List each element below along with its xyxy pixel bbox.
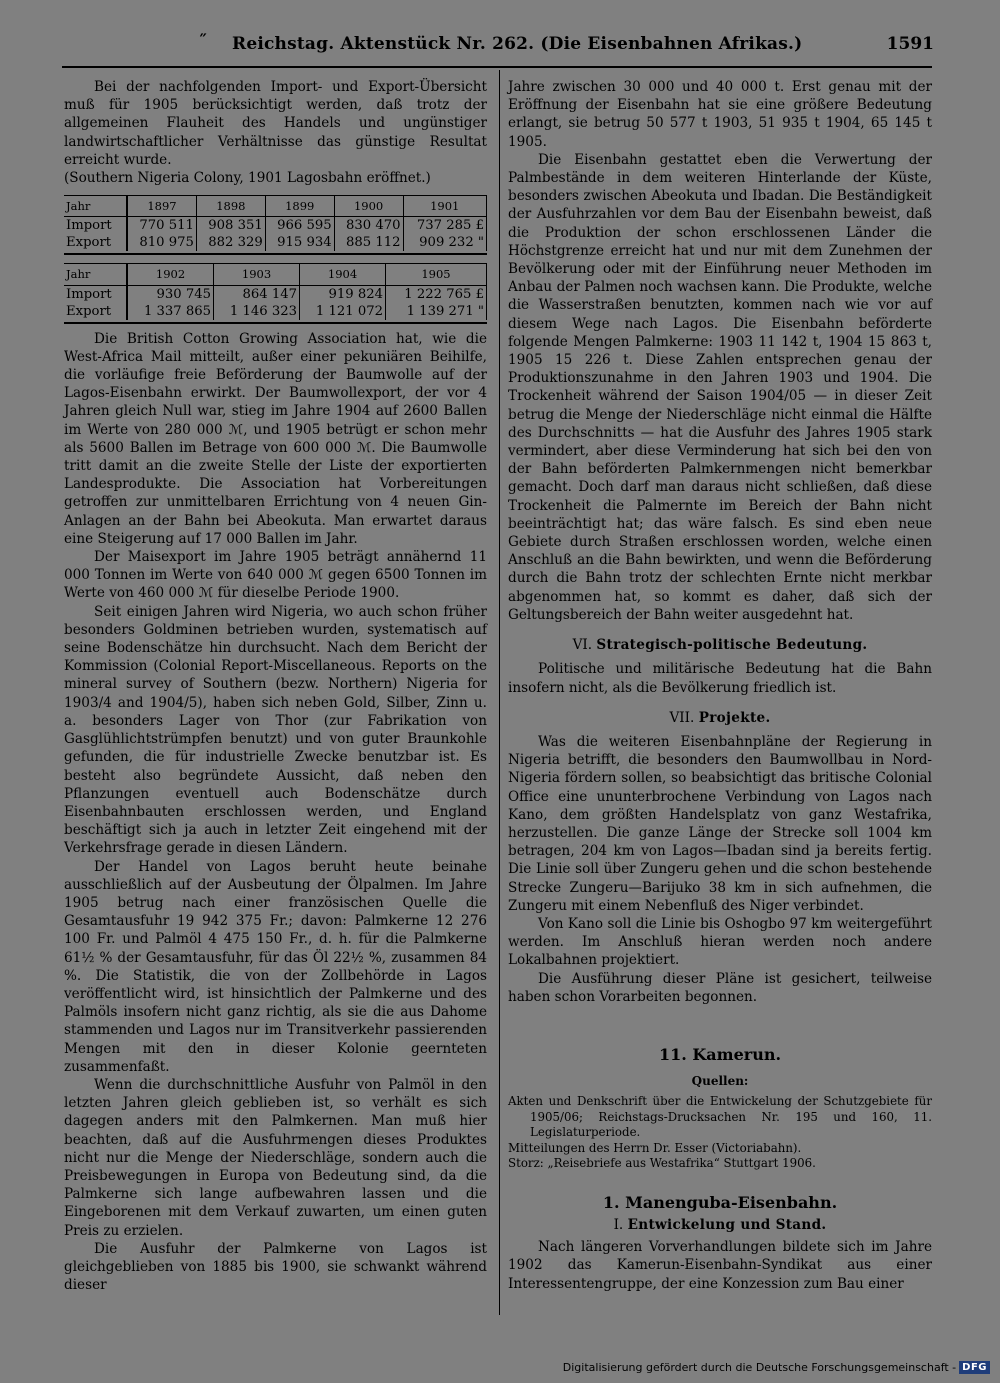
header-rule bbox=[62, 66, 932, 68]
paragraph-kano: Von Kano soll die Linie bis Oshogbo 97 km weitergeführt werden. Im Anschluß hieran werden noch andere Lokalbahnen projektiert. bbox=[508, 915, 932, 969]
column-divider bbox=[499, 70, 500, 1315]
table-cell: 770 511 bbox=[127, 217, 196, 235]
table-cell: 966 595 bbox=[265, 217, 334, 235]
paragraph-palm-kernels: Die Ausfuhr der Palmkerne von Lagos ist gleichgeblieben von 1885 bis 1900, sie schwankt während dieser bbox=[64, 1240, 487, 1294]
section-number: VII. bbox=[669, 709, 695, 726]
cell-value: 1 222 765 bbox=[404, 286, 472, 302]
chapter-heading-kamerun: 11. Kamerun. bbox=[658, 1044, 782, 1064]
paragraph-palm-oil: Wenn die durchschnittliche Ausfuhr von Palmöl in den letzten Jahren gleich geblieben ist, so verhält es sich dagegen anders mit den Palmkernen. Man muß hier beachten, daß auf die Ausfuhrmengen dieses Produktes nicht nur die Menge der Niederschläge, sondern auch die Preisbewegungen in Europa von Bedeutung sind, da die Palmkerne sich lange aufbewahren lassen und die Eingeborenen mit dem Verkauf zuwarten, um einen guten Preis zu erzielen. bbox=[64, 1076, 487, 1239]
cell-value: 909 232 bbox=[419, 235, 474, 251]
digitization-footer bbox=[563, 1361, 990, 1374]
paragraph-strategic: Politische und militärische Bedeutung hat die Bahn insofern nicht, als die Bevölkerung friedlich ist. bbox=[508, 661, 932, 696]
paragraph-railway-effect: Die Eisenbahn gestattet eben die Verwertung der Palmbestände in dem weiteren Hinterlande der Küste, besonders zwischen Abeokuta und Ibadan. Die Beständigkeit der Ausfuhrzahlen vor dem Bau der Eisenbahn beweist, daß die Produktion der schon erschlossenen Länder die Höchstgrenze erreicht hat und nur mit dem Zunehmen der Bevölkerung oder mit der Einführung neuer Methoden im Anbau der Palmen noch wachsen kann. Die Produkte, welche die Wasserstraßen benutzten, kommen nach wie vor auf diesem Wege nach Lagos. Die Eisenbahn beförderte folgende Mengen Palmkerne: 1903 11 142 t, 1904 15 863 t, 1905 15 226 t. Diese Zahlen entsprechen genau der Produktionszunahme in den Jahren 1903 und 1904. Die Trockenheit während der Saison 1904/05 — in dieser Zeit betrug die Menge der Niederschläge nicht einmal die Hälfte des Durchschnitts — hat die Ausfuhr des Jahres 1905 stark vermindert, aber diese Verminderung hat sich bei den von der Bahn beförderten Palmkernmengen nicht bemerkbar gemacht. Doch darf man daraus nicht schließen, daß diese Trockenheit die Palmernte im Bereich der Bahn nicht beeinträchtigt hat; das wäre falsch. Es sind eben neue Gebiete durch Straßen erschlossen worden, welche einen Anschluß an die Bahn bewirkten, und wenn die Beförderung durch die Bahn trotz der schlechten Ernte nicht merkbar abgenommen hat, so kommt es daher, daß sich der Geltungsbereich der Bahn weiter ausgedehnt hat. bbox=[508, 151, 932, 623]
row-label: Import bbox=[64, 285, 127, 303]
unit-mark: " bbox=[477, 235, 484, 251]
table-row bbox=[64, 303, 487, 320]
unit-mark: " bbox=[477, 303, 484, 319]
year-header: 1898 bbox=[196, 196, 265, 217]
section-title: Entwickelung und Stand. bbox=[627, 1217, 827, 1234]
paragraph-cotton: Die British Cotton Growing Association hat, wie die West-Africa Mail mitteilt, außer einer pekuniären Beihilfe, die vorläufige freie Beförderung der Baumwolle auf der Lagos-Eisenbahn erwirkt. Der Baumwollexport, der vor 4 Jahren gleich Null war, stieg im Jahre 1904 auf 2600 Ballen im Werte von 280 000 ℳ, und 1905 betrügt er schon mehr als 5600 Ballen im Betrage von 600 000 ℳ. Die Baumwolle tritt damit an die zweite Stelle der Liste der exportierten Landesprodukte. Die Association hat Vorbereitungen getroffen zur unmittelbaren Errichtung von 4 neuen Gin-Anlagen an der Bahn bei Abeokuta. Man erwartet daraus eine Steigerung auf 17 000 Ballen im Jahr. bbox=[64, 330, 487, 547]
year-header: 1899 bbox=[265, 196, 334, 217]
header-mark: ˝ bbox=[198, 32, 207, 52]
table-head-label: Jahr bbox=[64, 264, 127, 285]
right-column bbox=[508, 78, 932, 1293]
trade-table-1897-1901 bbox=[64, 195, 487, 251]
footer-text: Digitalisierung gefördert durch die Deutsche Forschungsgemeinschaft - bbox=[562, 1361, 957, 1374]
table-cell: 885 112 bbox=[334, 234, 403, 251]
page-header bbox=[62, 32, 934, 60]
table-cell: 1 337 865 bbox=[127, 303, 214, 320]
table-cell: 930 745 bbox=[127, 285, 214, 303]
unit-mark: £ bbox=[475, 218, 484, 234]
page-number: 1591 bbox=[886, 34, 934, 54]
running-title: Reichstag. Aktenstück Nr. 262. (Die Eisenbahnen Afrikas.) bbox=[232, 34, 803, 54]
table-cell: 882 329 bbox=[196, 234, 265, 251]
sources-list bbox=[508, 1094, 932, 1172]
year-header: 1905 bbox=[386, 264, 487, 285]
dfg-logo: DFG bbox=[959, 1361, 990, 1374]
table-cell bbox=[386, 285, 487, 303]
table-head-label: Jahr bbox=[64, 196, 127, 217]
table-cell bbox=[403, 234, 486, 251]
sources-heading: Quellen: bbox=[691, 1074, 749, 1089]
table-separator bbox=[64, 253, 487, 255]
section-title: Projekte. bbox=[698, 709, 771, 726]
row-label: Export bbox=[64, 234, 127, 251]
table-cell: 919 824 bbox=[300, 285, 386, 303]
table-cell bbox=[403, 217, 486, 235]
intro-paragraph: Bei der nachfolgenden Import- und Export-Übersicht muß für 1905 berücksichtigt werden, daß trotz der allgemeinen Flauheit des Handels und ungünstiger landwirtschaftlicher Verhältnisse das günstige Resultat erreicht wurde. bbox=[64, 79, 487, 168]
year-header: 1897 bbox=[127, 196, 196, 217]
cell-value: 1 139 271 bbox=[406, 303, 474, 319]
paragraph-syndicate: Nach längeren Vorverhandlungen bildete sich im Jahre 1902 das Kamerun-Eisenbahn-Syndikat aus einer Interessentengruppe, der eine Konzession zum Bau einer bbox=[508, 1239, 932, 1292]
heading-manenguba: 1. Manenguba-Eisenbahn. bbox=[602, 1192, 838, 1212]
year-header: 1901 bbox=[403, 196, 486, 217]
year-header: 1900 bbox=[334, 196, 403, 217]
subheading-development bbox=[508, 1216, 932, 1234]
table-cell: 908 351 bbox=[196, 217, 265, 235]
table-cell: 810 975 bbox=[127, 234, 196, 251]
table-cell: 830 470 bbox=[334, 217, 403, 235]
intro-note: (Southern Nigeria Colony, 1901 Lagosbahn eröffnet.) bbox=[64, 170, 431, 187]
table-separator bbox=[64, 322, 487, 324]
source-item: Akten und Denkschrift über die Entwickelung der Schutzgebiete für 1905/06; Reichstags-Drucksachen Nr. 195 und 160, 11. Legislaturperiode. bbox=[508, 1094, 932, 1140]
paragraph-projects: Was die weiteren Eisenbahnpläne der Regierung in Nigeria betrifft, die besonders den Baumwollbau in Nord-Nigeria fördern sollen, so beabsichtigt das britische Colonial Office eine ununterbrochene Verbindung von Lagos nach Kano, dem größten Handelsplatz von ganz Westafrika, herzustellen. Die ganze Länge der Strecke soll 1004 km betragen, 204 km von Lagos—Ibadan sind ja bereits fertig. Die Linie soll über Zungeru gehen und die schon bestehende Strecke Zungeru—Barijuko 38 km in sich aufnehmen, die Zungeru mit einem Nebenfluß des Niger verbindet. bbox=[508, 733, 932, 914]
table-row bbox=[64, 217, 487, 235]
year-header: 1902 bbox=[127, 264, 214, 285]
table-cell: 864 147 bbox=[214, 285, 300, 303]
section-title: Strategisch-politische Bedeutung. bbox=[596, 637, 868, 654]
paragraph-continuation: Jahre zwischen 30 000 und 40 000 t. Erst genau mit der Eröffnung der Eisenbahn hat sie eine größere Bedeutung erlangt, sie betrug 50 577 t 1903, 51 935 t 1904, 65 145 t 1905. bbox=[508, 79, 932, 150]
cell-value: 737 285 bbox=[416, 218, 472, 234]
table-cell: 915 934 bbox=[265, 234, 334, 251]
paragraph-execution: Die Ausführung dieser Pläne ist gesichert, teilweise haben schon Vorarbeiten begonnen. bbox=[508, 970, 932, 1005]
table-cell bbox=[386, 303, 487, 320]
unit-mark: £ bbox=[475, 286, 484, 302]
table-row bbox=[64, 234, 487, 251]
section-number: I. bbox=[613, 1217, 624, 1234]
source-item: Storz: „Reisebriefe aus Westafrika“ Stuttgart 1906. bbox=[508, 1156, 816, 1171]
table-cell: 1 121 072 bbox=[300, 303, 386, 320]
source-item: Mitteilungen des Herrn Dr. Esser (Victoriabahn). bbox=[508, 1140, 802, 1155]
left-column bbox=[64, 78, 487, 1294]
section-heading-vii bbox=[508, 709, 932, 727]
row-label: Import bbox=[64, 217, 127, 235]
section-heading-vi bbox=[508, 636, 932, 654]
year-header: 1904 bbox=[300, 264, 386, 285]
paragraph-minerals: Seit einigen Jahren wird Nigeria, wo auch schon früher besonders Goldminen betrieben wurden, systematisch auf seine Bodenschätze hin durchsucht. Nach dem Bericht der Kommission (Colonial Report-Miscellaneous. Reports on the mineral survey of Southern (bezw. Northern) Nigeria for 1903/4 and 1904/5), haben sich neben Gold, Silber, Zinn u. a. besonders Lager von Thor (zur Fabrikation von Gasglühlichtstrümpfen benutzt) und von guter Braunkohle gefunden, die für industrielle Zwecke benutzbar ist. Es besteht also begründete Aussicht, daß neben den Pflanzungen eventuell auch Bodenschätze durch Eisenbahnbauten erschlossen werden, und England beschäftigt sich ja auch in letzter Zeit eingehend mit der Verkehrsfrage gerade in diesen Ländern. bbox=[64, 603, 487, 857]
row-label: Export bbox=[64, 303, 127, 320]
paragraph-trade-lagos: Der Handel von Lagos beruht heute beinahe ausschließlich auf der Ausbeutung der Ölpalmen. Im Jahre 1905 betrug nach einer französischen Quelle die Gesamtausfuhr 19 942 375 Fr.; davon: Palmkerne 12 276 100 Fr. und Palmöl 4 475 150 Fr., d. h. für die Palmkerne 61½ % der Gesamtausfuhr, für das Öl 22½ %, zusammen 84 %. Die Statistik, die von der Zollbehörde in Lagos veröffentlicht wird, ist hinsichtlich der Palmkerne und des Palmöls insofern nicht ganz richtig, als sie die aus Dahome stammenden und Lagos nur im Transitverkehr passierenden Mengen mit den in dieser Kolonie geernteten zusammenfaßt. bbox=[64, 858, 487, 1075]
year-header: 1903 bbox=[214, 264, 300, 285]
paragraph-maize: Der Maisexport im Jahre 1905 beträgt annähernd 11 000 Tonnen im Werte von 640 000 ℳ gegen 6500 Tonnen im Werte von 460 000 ℳ für dieselbe Periode 1900. bbox=[64, 549, 487, 602]
table-row bbox=[64, 285, 487, 303]
trade-table-1902-1905 bbox=[64, 263, 487, 319]
table-cell: 1 146 323 bbox=[214, 303, 300, 320]
section-number: VI. bbox=[572, 637, 593, 654]
